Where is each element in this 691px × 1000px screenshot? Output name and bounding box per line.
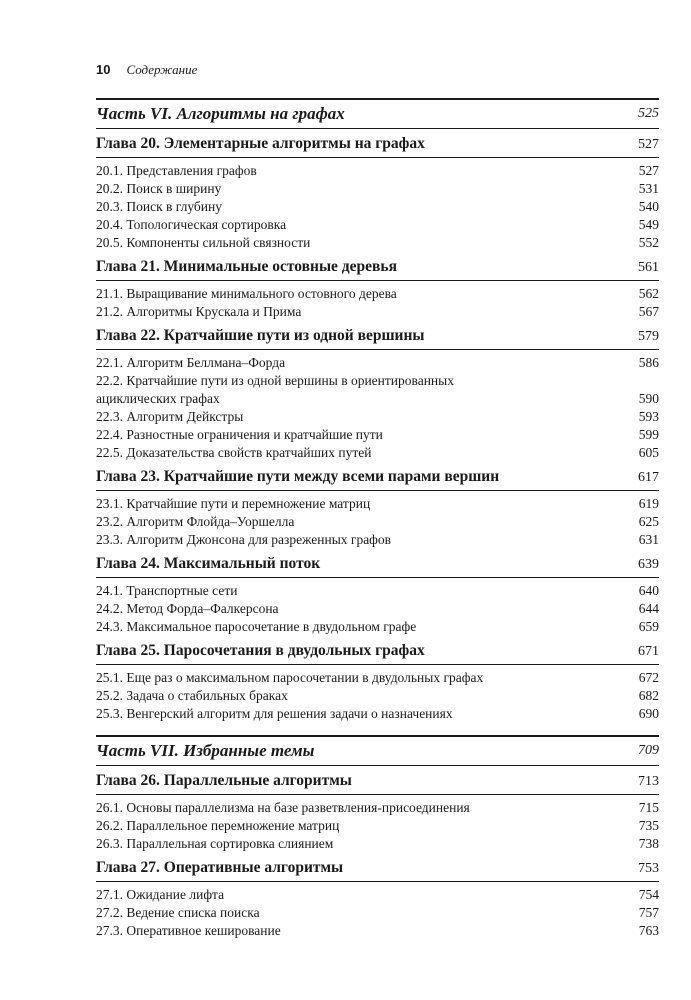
part-heading — [96, 98, 659, 129]
section-entry — [96, 303, 659, 321]
section-page: 640 — [638, 583, 659, 598]
chapter-rule — [96, 157, 659, 158]
chapter-title: Глава 25. Паросочетания в двудольных графах — [96, 642, 425, 659]
section-entry — [96, 285, 659, 303]
section-title: 24.3. Максимальное паросочетание в двудольном графе — [96, 619, 417, 634]
page-number: 10 — [96, 62, 111, 77]
chapter-page: 713 — [638, 774, 659, 789]
section-title: 23.1. Кратчайшие пути и перемножение матриц — [96, 496, 371, 511]
section-entry — [96, 687, 659, 705]
chapter-page: 561 — [638, 260, 659, 275]
section-title: 23.3. Алгоритм Джонсона для разреженных графов — [96, 532, 392, 547]
chapter-heading — [96, 555, 659, 575]
section-title: 20.5. Компоненты сильной связности — [96, 235, 311, 250]
section-entry — [96, 513, 659, 531]
section-page: 659 — [638, 619, 659, 634]
part-title: Часть VI. Алгоритмы на графах — [96, 104, 345, 123]
section-page: 599 — [638, 427, 659, 442]
section-page: 690 — [638, 706, 659, 721]
section-title: 22.3. Алгоритм Дейкстры — [96, 409, 244, 424]
section-page: 735 — [638, 818, 659, 833]
section-entry — [96, 216, 659, 234]
section-title: 24.2. Метод Форда–Фалкерсона — [96, 601, 279, 616]
section-entry — [96, 799, 659, 817]
chapter-title: Глава 21. Минимальные остовные деревья — [96, 258, 397, 275]
chapter-heading — [96, 135, 659, 155]
chapter-heading — [96, 772, 659, 792]
section-title: 24.1. Транспортные сети — [96, 583, 238, 598]
section-title: 25.1. Еще раз о максимальном паросочетании в двудольных графах — [96, 670, 484, 685]
section-page: 527 — [638, 163, 659, 178]
chapter-title: Глава 23. Кратчайшие пути между всеми парами вершин — [96, 468, 500, 485]
section-page: 738 — [638, 836, 659, 851]
section-page: 631 — [638, 532, 659, 547]
section-title: 26.1. Основы параллелизма на базе разветвления-присоединения — [96, 800, 470, 815]
section-title: 27.2. Ведение списка поиска — [96, 905, 260, 920]
section-page: 672 — [638, 670, 659, 685]
section-title: 23.2. Алгоритм Флойда–Уоршелла — [96, 514, 295, 529]
page-header — [96, 62, 197, 78]
chapter-rule — [96, 280, 659, 281]
section-title: 22.1. Алгоритм Беллмана–Форда — [96, 355, 286, 370]
section-title: 20.3. Поиск в глубину — [96, 199, 223, 214]
section-entry — [96, 372, 659, 408]
part-spacer — [96, 723, 659, 735]
chapter-heading — [96, 468, 659, 488]
section-entry — [96, 495, 659, 513]
section-page: 763 — [638, 923, 659, 938]
section-title: 20.1. Представления графов — [96, 163, 257, 178]
section-page: 593 — [638, 409, 659, 424]
part-page: 525 — [638, 106, 659, 121]
chapter-title: Глава 20. Элементарные алгоритмы на графах — [96, 135, 425, 152]
chapter-heading — [96, 642, 659, 662]
chapter-title: Глава 22. Кратчайшие пути из одной вершины — [96, 327, 425, 344]
chapter-title: Глава 24. Максимальный поток — [96, 555, 321, 572]
section-page: 757 — [638, 905, 659, 920]
part-page: 709 — [638, 743, 659, 758]
section-entry — [96, 705, 659, 723]
section-title: 22.4. Разностные ограничения и кратчайшие пути — [96, 427, 383, 442]
section-page: 590 — [638, 391, 659, 406]
section-title: 27.3. Оперативное кеширование — [96, 923, 281, 938]
section-title: 26.3. Параллельная сортировка слиянием — [96, 836, 334, 851]
section-page: 619 — [638, 496, 659, 511]
section-page: 586 — [638, 355, 659, 370]
table-of-contents — [96, 98, 659, 940]
section-title: 22.2. Кратчайшие пути из одной вершины в ориентированных ациклических графах — [96, 373, 454, 406]
section-entry — [96, 444, 659, 462]
section-page: 567 — [638, 304, 659, 319]
chapter-page: 527 — [638, 137, 659, 152]
chapter-title: Глава 26. Параллельные алгоритмы — [96, 772, 352, 789]
section-entry — [96, 426, 659, 444]
chapter-page: 617 — [638, 470, 659, 485]
section-title: 21.1. Выращивание минимального остовного дерева — [96, 286, 397, 301]
chapter-rule — [96, 881, 659, 882]
section-entry — [96, 162, 659, 180]
section-page: 644 — [638, 601, 659, 616]
chapter-page: 753 — [638, 861, 659, 876]
section-page: 540 — [638, 199, 659, 214]
part-heading — [96, 735, 659, 766]
section-page: 562 — [638, 286, 659, 301]
chapter-heading — [96, 859, 659, 879]
section-title: 21.2. Алгоритмы Крускала и Прима — [96, 304, 302, 319]
section-entry — [96, 904, 659, 922]
section-entry — [96, 886, 659, 904]
section-page: 754 — [638, 887, 659, 902]
section-entry — [96, 922, 659, 940]
section-page: 605 — [638, 445, 659, 460]
section-entry — [96, 618, 659, 636]
chapter-page: 639 — [638, 557, 659, 572]
section-title: 26.2. Параллельное перемножение матриц — [96, 818, 340, 833]
section-entry — [96, 817, 659, 835]
chapter-page: 579 — [638, 329, 659, 344]
section-page: 552 — [638, 235, 659, 250]
section-title: 25.2. Задача о стабильных браках — [96, 688, 288, 703]
section-entry — [96, 234, 659, 252]
section-entry — [96, 354, 659, 372]
section-page: 715 — [638, 800, 659, 815]
chapter-page: 671 — [638, 644, 659, 659]
section-entry — [96, 408, 659, 426]
section-page: 625 — [638, 514, 659, 529]
part-title: Часть VII. Избранные темы — [96, 741, 315, 760]
section-title: 25.3. Венгерский алгоритм для решения задачи о назначениях — [96, 706, 453, 721]
chapter-rule — [96, 664, 659, 665]
section-entry — [96, 669, 659, 687]
section-page: 682 — [638, 688, 659, 703]
chapter-rule — [96, 577, 659, 578]
section-entry — [96, 198, 659, 216]
section-title: 20.2. Поиск в ширину — [96, 181, 222, 196]
chapter-heading — [96, 327, 659, 347]
chapter-heading — [96, 258, 659, 278]
chapter-title: Глава 27. Оперативные алгоритмы — [96, 859, 344, 876]
section-entry — [96, 582, 659, 600]
running-title: Содержание — [126, 62, 198, 77]
chapter-rule — [96, 349, 659, 350]
section-entry — [96, 835, 659, 853]
section-entry — [96, 600, 659, 618]
section-page: 549 — [638, 217, 659, 232]
section-page: 531 — [638, 181, 659, 196]
chapter-rule — [96, 794, 659, 795]
section-title: 20.4. Топологическая сортировка — [96, 217, 287, 232]
section-title: 27.1. Ожидание лифта — [96, 887, 225, 902]
section-entry — [96, 180, 659, 198]
chapter-rule — [96, 490, 659, 491]
section-title: 22.5. Доказательства свойств кратчайших путей — [96, 445, 372, 460]
section-entry — [96, 531, 659, 549]
